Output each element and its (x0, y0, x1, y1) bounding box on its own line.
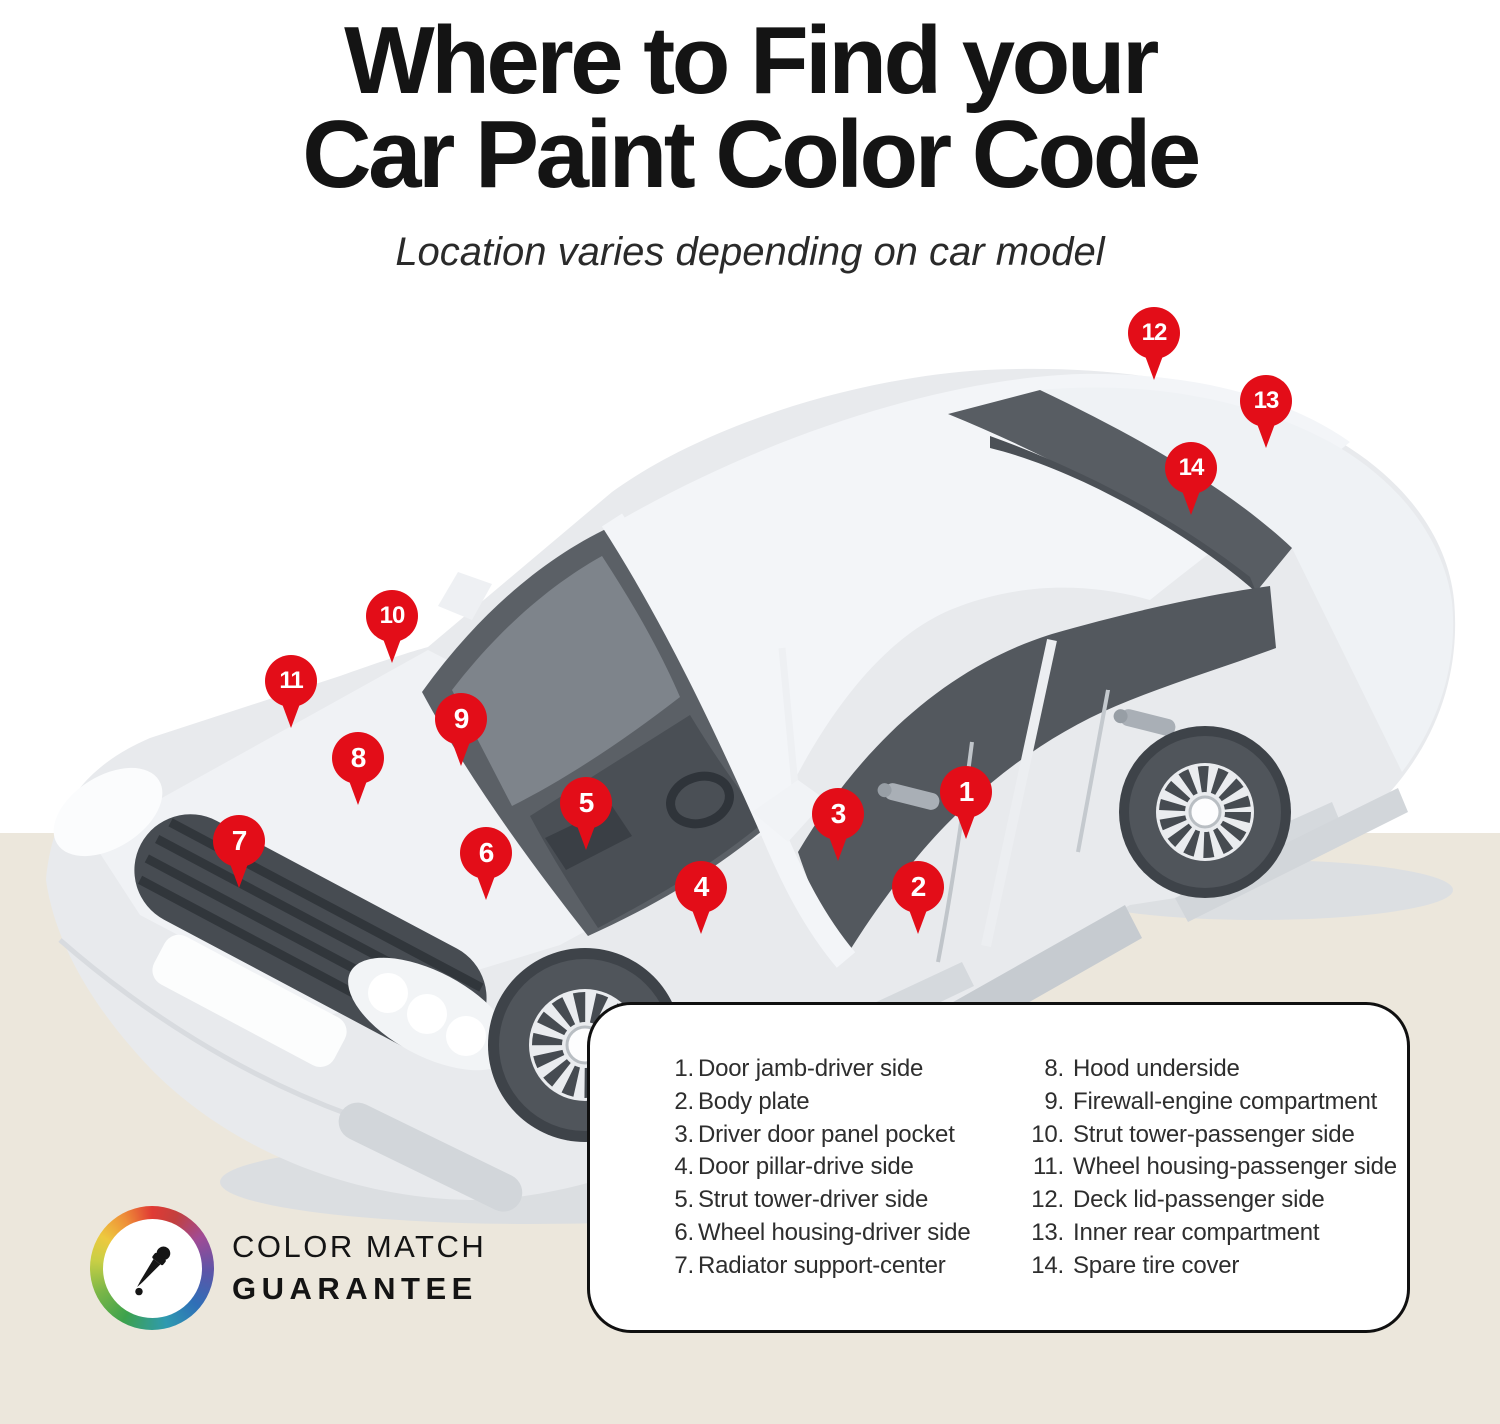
legend-item-number: 3. (674, 1120, 694, 1148)
legend-item-number: 13. (1031, 1218, 1064, 1246)
marker-pin-3 (812, 788, 864, 840)
legend-item-label: Wheel housing-passenger side (1073, 1153, 1397, 1181)
legend-item-number: 5. (674, 1186, 694, 1214)
marker-number: 2 (910, 871, 926, 902)
marker-pin-6 (460, 827, 512, 879)
marker-number: 5 (578, 787, 594, 818)
legend-item-label: Inner rear compartment (1073, 1218, 1320, 1246)
legend-column-1 (666, 1055, 1018, 1330)
marker-number: 3 (830, 798, 846, 829)
marker-number: 14 (1178, 454, 1204, 481)
legend-item-label: Spare tire cover (1073, 1251, 1240, 1279)
color-match-badge (90, 1206, 486, 1330)
legend-item (1018, 1186, 1397, 1219)
marker-number: 7 (231, 825, 247, 856)
legend-item (666, 1252, 1018, 1285)
legend-item-label: Door jamb-driver side (698, 1055, 924, 1082)
legend-item-number: 7. (674, 1251, 694, 1279)
badge-line-2: GUARANTEE (232, 1271, 478, 1306)
legend-item (1018, 1121, 1397, 1154)
legend-item-number: 1. (674, 1055, 694, 1082)
marker-pin-9 (435, 693, 487, 745)
legend-item (1018, 1252, 1397, 1285)
legend-item (1018, 1055, 1397, 1088)
marker-number: 11 (279, 667, 303, 694)
marker-number: 6 (478, 837, 494, 868)
marker-pin-2 (892, 861, 944, 913)
legend-item (666, 1219, 1018, 1252)
legend-column-2 (1018, 1055, 1397, 1330)
legend-item-label: Wheel housing-driver side (698, 1218, 971, 1246)
rear-wheel (1119, 726, 1291, 898)
legend-item-label: Strut tower-driver side (698, 1186, 929, 1214)
legend-item-label: Strut tower-passenger side (1073, 1120, 1355, 1148)
legend-item-number: 2. (674, 1087, 694, 1115)
marker-pin-5 (560, 777, 612, 829)
marker-pin-8 (332, 732, 384, 784)
legend-item-number: 6. (674, 1218, 694, 1246)
title-line-1: Where to Find your (344, 7, 1156, 114)
legend-item (1018, 1219, 1397, 1252)
marker-pin-1 (940, 766, 992, 818)
marker-pin-10 (366, 590, 418, 642)
legend-item-label: Radiator support-center (698, 1251, 946, 1279)
marker-pin-14 (1165, 442, 1217, 494)
legend-item-label: Driver door panel pocket (698, 1120, 955, 1148)
legend-item-number: 11. (1033, 1153, 1064, 1181)
legend-item (1018, 1088, 1397, 1121)
marker-number: 10 (379, 602, 405, 629)
marker-number: 8 (350, 742, 366, 773)
legend-panel (587, 1002, 1410, 1333)
legend-item (666, 1121, 1018, 1154)
legend-item-number: 14. (1031, 1251, 1064, 1279)
legend-item (666, 1153, 1018, 1186)
legend-item (666, 1088, 1018, 1121)
rainbow-ring (90, 1206, 214, 1330)
legend-item-number: 8. (1044, 1055, 1064, 1082)
legend-item-number: 10. (1031, 1120, 1064, 1148)
badge-text (232, 1229, 486, 1307)
badge-inner-circle (103, 1219, 202, 1318)
page-subtitle: Location varies depending on car model (395, 230, 1105, 274)
legend-item-label: Body plate (698, 1087, 810, 1115)
marker-pin-4 (675, 861, 727, 913)
legend-item-number: 4. (674, 1153, 694, 1181)
legend-item (666, 1055, 1018, 1088)
legend-item-number: 12. (1031, 1186, 1064, 1214)
legend-item-label: Firewall-engine compartment (1073, 1087, 1378, 1115)
title-line-2: Car Paint Color Code (302, 101, 1198, 208)
legend-item-number: 9. (1044, 1087, 1064, 1115)
marker-number: 12 (1141, 319, 1167, 346)
eyedropper-icon (121, 1237, 183, 1299)
marker-number: 4 (693, 871, 709, 902)
marker-number: 13 (1253, 387, 1279, 414)
legend-item-label: Hood underside (1073, 1055, 1240, 1082)
marker-pin-12 (1128, 307, 1180, 359)
marker-number: 9 (453, 703, 469, 734)
legend-item (666, 1186, 1018, 1219)
legend-item-label: Deck lid-passenger side (1073, 1186, 1325, 1214)
marker-number: 1 (958, 776, 974, 807)
marker-pin-7 (213, 815, 265, 867)
legend-item-label: Door pillar-drive side (698, 1153, 914, 1181)
marker-pin-13 (1240, 375, 1292, 427)
marker-pin-11 (265, 655, 317, 707)
legend-item (1018, 1153, 1397, 1186)
badge-line-1: COLOR MATCH (232, 1229, 487, 1264)
